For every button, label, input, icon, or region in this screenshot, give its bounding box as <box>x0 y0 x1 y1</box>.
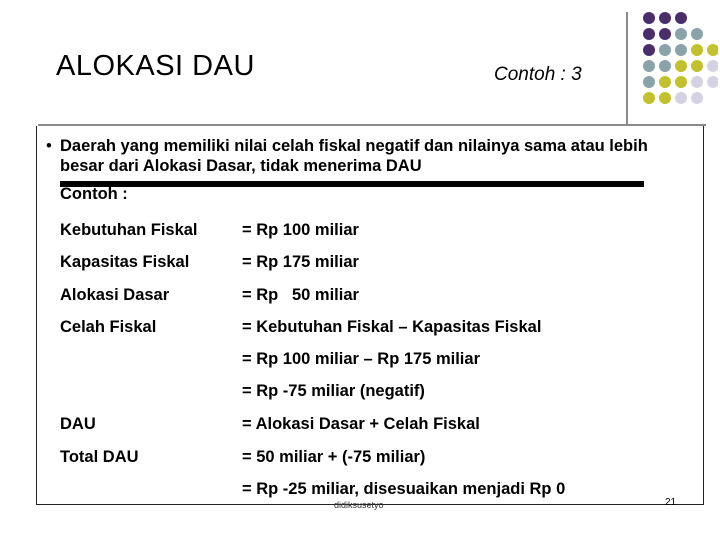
row-label: Total DAU <box>60 448 139 466</box>
dot-icon <box>659 92 671 104</box>
row-value: = 50 miliar + (-75 miliar) <box>242 448 426 466</box>
dot-icon <box>691 60 703 72</box>
row-value: = Rp -25 miliar, disesuaikan menjadi Rp 0 <box>242 480 566 498</box>
dot-icon <box>659 28 671 40</box>
row-value: = Rp 100 miliar – Rp 175 miliar <box>242 350 480 368</box>
row-value: = Rp 100 miliar <box>242 221 359 239</box>
row-value: = Rp -75 miliar (negatif) <box>242 382 425 400</box>
dot-icon <box>659 12 671 24</box>
bullet-text: Daerah yang memiliki nilai celah fiskal negatif dan nilainya sama atau lebih besar dari Alokasi Dasar, tidak menerima DAU <box>60 137 648 175</box>
dot-icon <box>659 44 671 56</box>
dot-icon <box>707 60 718 72</box>
dot-icon <box>691 28 703 40</box>
dot-icon <box>675 76 687 88</box>
footer-author: didiksusetyo <box>334 500 384 510</box>
dot-icon <box>707 44 718 56</box>
row-label: Alokasi Dasar <box>60 286 170 304</box>
row-value: = Alokasi Dasar + Celah Fiskal <box>242 415 480 433</box>
row-label: DAU <box>60 415 96 433</box>
dot-icon <box>643 12 655 24</box>
row-value: = Rp 175 miliar <box>242 253 359 271</box>
dot-icon <box>675 92 687 104</box>
decorative-dot-grid <box>640 12 718 104</box>
dot-icon <box>691 76 703 88</box>
dot-icon <box>659 60 671 72</box>
dot-icon <box>675 44 687 56</box>
slide-title: ALOKASI DAU <box>56 50 255 82</box>
dot-icon <box>659 76 671 88</box>
slide-subtitle: Contoh : 3 <box>494 64 582 85</box>
dot-icon <box>643 76 655 88</box>
vertical-divider <box>626 12 628 124</box>
dot-icon <box>675 60 687 72</box>
dot-icon <box>707 76 718 88</box>
dot-icon <box>643 28 655 40</box>
dot-icon <box>691 92 703 104</box>
dot-icon <box>643 92 655 104</box>
page-number: 21 <box>665 497 677 508</box>
dot-icon <box>675 12 687 24</box>
row-label: Celah Fiskal <box>60 318 157 336</box>
row-label: Kebutuhan Fiskal <box>60 221 198 239</box>
dot-icon <box>691 44 703 56</box>
dot-icon <box>643 60 655 72</box>
dot-icon <box>675 28 687 40</box>
dot-icon <box>643 44 655 56</box>
row-value: = Kebutuhan Fiskal – Kapasitas Fiskal <box>242 318 542 336</box>
row-label: Kapasitas Fiskal <box>60 253 190 271</box>
bullet-marker: • <box>46 137 52 155</box>
thick-divider-bar <box>60 181 644 187</box>
row-value: = Rp 50 miliar <box>242 286 359 304</box>
example-heading: Contoh : <box>60 185 128 203</box>
